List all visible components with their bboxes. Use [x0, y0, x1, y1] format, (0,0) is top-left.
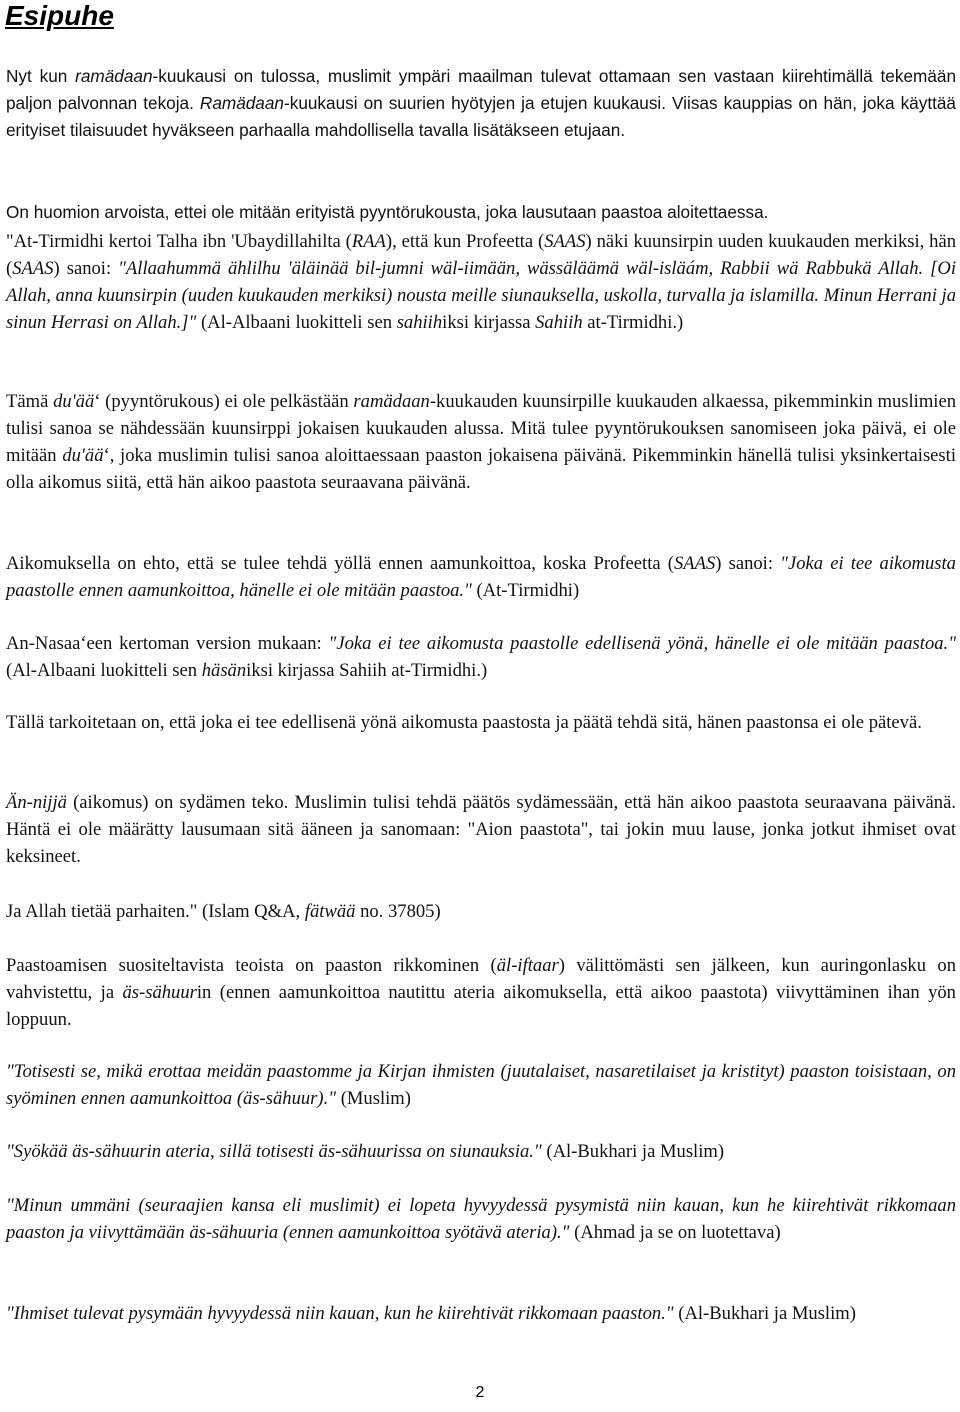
italic-text-run: "Syökää äs-sähuurin ateria, sillä totisesti äs-sähuurissa on siunauksia." [6, 1141, 542, 1162]
paragraph [6, 630, 956, 684]
text-run: Ja Allah tietää parhaiten." (Islam Q&A, [6, 901, 305, 922]
text-run: "At-Tirmidhi kertoi Talha ibn 'Ubaydillahilta ( [6, 231, 352, 252]
italic-text-run: "Ihmiset tulevat pysymään hyvyydessä niin kauan, kun he kiirehtivät rikkomaan paaston." [6, 1303, 674, 1324]
text-run: at-Tirmidhi.) [582, 312, 684, 333]
italic-text-run: fätwää [304, 901, 356, 922]
text-run: Paastoamisen suositeltavista teoista on paaston rikkominen ( [6, 955, 497, 976]
text-run: (Al-Bukhari ja Muslim) [541, 1141, 725, 1162]
text-run: (Muslim) [336, 1088, 411, 1109]
paragraph [6, 952, 956, 1033]
page-title: Esipuhe [5, 0, 114, 31]
italic-text-run: RAA [351, 231, 386, 252]
italic-text-run: SAAS [544, 231, 586, 252]
paragraph [6, 63, 956, 144]
italic-text-run: "Totisesti se, mikä erottaa meidän paastomme ja Kirjan ihmisten (juutalaiset, nasaretilaiset ja kristityt) paaston toisistaan, on syöminen ennen aamunkoittoa (äs-sähuur)." [6, 1061, 956, 1109]
paragraph [6, 228, 956, 336]
italic-text-run: sahiih [396, 312, 443, 333]
text-run: no. 37805) [355, 901, 441, 922]
text-run: ), että kun Profeetta ( [385, 231, 545, 252]
text-run: -kuukauden kuunsirpille kuukauden alkaessa, pikemminkin muslimien tulisi sanoa se nähdessään kuunsirppi jokaisen kuukauden alussa. Mitä tulee pyyntörukouksen sanomiseen joka päivä, ei ole mitään [6, 391, 957, 466]
italic-text-run: Än-nijjä [6, 792, 67, 813]
text-run: (Al-Albaani luokitteli sen [6, 660, 202, 681]
italic-text-run: SAAS [673, 553, 716, 574]
text-run: (aikomus) on sydämen teko. Muslimin tulisi tehdä päätös sydämessään, että hän aikoo paastota seuraavana päivänä. Häntä ei ole määrätty lausumaan sitä ääneen ja sanomaan: "Aion paastota", tai jokin muu lause, jonka jotkut ihmiset ovat keksineet. [6, 792, 956, 867]
italic-text-run: Sahiih [535, 312, 583, 333]
text-run: ) välittömästi sen jälkeen, kun auringonlasku on vahvistettu, ja [6, 955, 956, 1003]
paragraph [6, 789, 956, 870]
text-run: in (ennen aamunkoittoa nautittu ateria aikomuksella, että aikoo paastota) viivyttäminen ihan yön loppuun. [6, 982, 956, 1030]
text-run: ʻ, joka muslimin tulisi sanoa aloittaessaan paaston jokaisena päivänä. Pikemminkin hänellä tulisi yksinkertaisesti olla aikomus siitä, että hän aikoo paastota seuraavana päivänä. [6, 445, 957, 493]
italic-text-run: ramädaan [75, 66, 153, 86]
text-run: (At-Tirmidhi) [471, 580, 580, 601]
paragraph [6, 898, 956, 925]
italic-text-run: du'ää [62, 445, 104, 466]
text-run: An-Nasaaʻeen kertoman version mukaan: [6, 633, 329, 654]
text-run: (Al-Bukhari ja Muslim) [673, 1303, 856, 1324]
text-run: Nyt kun [6, 66, 76, 86]
paragraph [6, 199, 956, 226]
italic-text-run: "Joka ei tee aikomusta paastolle edellisenä yönä, hänelle ei ole mitään paastoa." [328, 633, 956, 654]
text-run: (Ahmad ja se on luotettava) [569, 1222, 781, 1243]
paragraph [6, 388, 956, 496]
paragraph [6, 1058, 956, 1112]
italic-text-run: SAAS [12, 258, 54, 279]
text-run: Aikomuksella on ehto, että se tulee tehdä yöllä ennen aamunkoittoa, koska Profeetta ( [6, 553, 674, 574]
italic-text-run: häsän [201, 660, 247, 681]
text-run: -kuukausi on suurien hyötyjen ja etujen kuukausi. Viisas kauppias on hän, joka käyttää erityiset tilaisuudet hyväkseen parhaalla mahdollisella tavalla lisätäkseen etujaan. [6, 93, 956, 140]
paragraph [6, 1138, 956, 1165]
page-number: 2 [475, 1384, 485, 1401]
italic-text-run: äl-iftaar [496, 955, 559, 976]
text-run: ʻ (pyyntörukous) ei ole pelkästään [94, 391, 354, 412]
italic-text-run: "Minun ummäni (seuraajien kansa eli muslimit) ei lopeta hyvyydessä pysymistä niin kauan, kun he kiirehtivät rikkomaan paaston ja viivyttämään äs-sähuuria (ennen aamunkoittoa syötävä ateria)." [6, 1195, 956, 1243]
italic-text-run: "Joka ei tee aikomusta paastolle ennen aamunkoittoa, hänelle ei ole mitään paastoa." [6, 553, 956, 601]
italic-text-run: Ramädaan [199, 93, 284, 113]
text-run: iksi kirjassa [442, 312, 536, 333]
italic-text-run: du'ää [53, 391, 95, 412]
text-run: Tämä [6, 391, 54, 412]
paragraph [6, 550, 956, 604]
text-run: ) näki kuunsirpin uuden kuukauden merkiksi, hän ( [6, 231, 956, 279]
text-run: On huomion arvoista, ettei ole mitään erityistä pyyntörukousta, joka lausutaan paastoa aloitettaessa. [6, 202, 769, 222]
text-run: (Al-Albaani luokitteli sen [196, 312, 397, 333]
text-run: iksi kirjassa Sahiih at-Tirmidhi.) [246, 660, 488, 681]
italic-text-run: ramädaan [353, 391, 430, 412]
paragraph [6, 1300, 956, 1327]
italic-text-run: "Allaahummä ählilhu 'äläinää bil-jumni wäl-iimään, wässäläämä wäl-isläám, Rabbii wä Rabbukä Allah. [Oi Allah, anna kuunsirpin (uuden kuukauden merkiksi) nousta meille siunauksella, uskolla, turvalla ja islamilla. Minun Herrani ja sinun Herrasi on Allah.]" [6, 258, 956, 333]
paragraph [6, 1192, 956, 1246]
text-run: ) sanoi: [53, 258, 119, 279]
text-run: Tällä tarkoitetaan on, että joka ei tee edellisenä yönä aikomusta paastosta ja päätä tehdä sitä, hänen paastonsa ei ole pätevä. [6, 712, 922, 733]
text-run: -kuukausi on tulossa, muslimit ympäri maailman tulevat ottamaan sen vastaan kiirehtimällä tekemään paljon palvonnan tekoja. [6, 66, 956, 113]
paragraph [6, 709, 956, 736]
text-run: ) sanoi: [715, 553, 781, 574]
italic-text-run: äs-sähuur [122, 982, 197, 1003]
